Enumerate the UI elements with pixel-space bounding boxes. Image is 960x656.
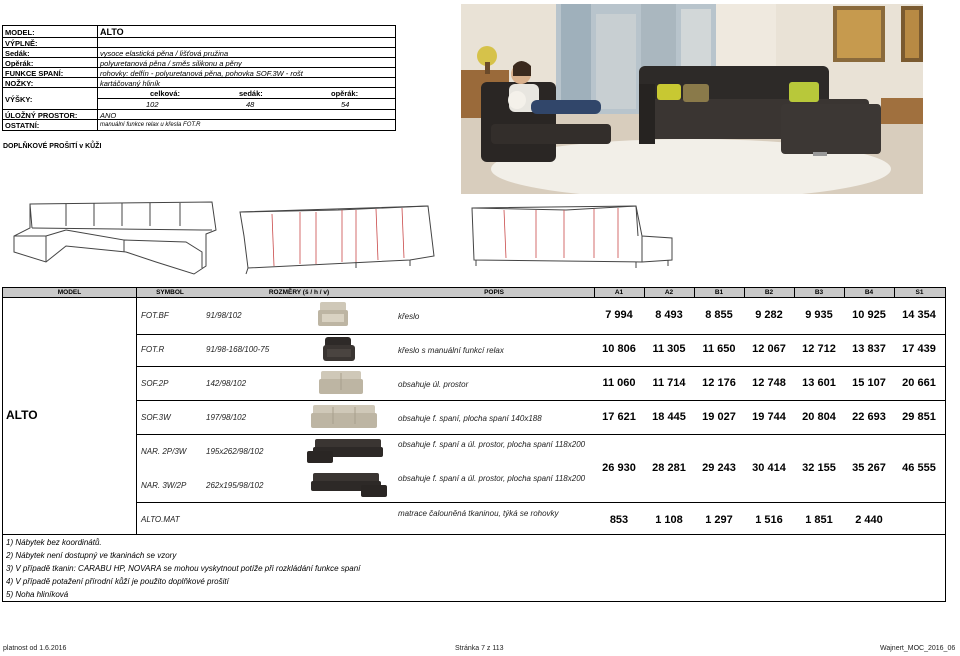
description-cell: obsahuje f. spaní a úl. prostor, plocha spaní 118x200 — [398, 440, 586, 449]
backrest-label: Opěrák: — [5, 59, 34, 68]
price-b4: 22 693 — [852, 411, 886, 423]
price-b2: 19 744 — [752, 411, 786, 423]
price-b4: 15 107 — [852, 377, 886, 389]
extra-stitching-note: DOPLŇKOVÉ PROŠITÍ v KŮŽI — [3, 143, 102, 150]
price-a2: 18 445 — [652, 411, 686, 423]
price-a2: 11 305 — [652, 343, 686, 355]
footer-document-id: Wajnert_MOC_2016_06 — [880, 645, 956, 652]
corner-sofa-left-thumbnail — [305, 437, 385, 465]
price-b2: 12 748 — [752, 377, 786, 389]
price-b3: 12 712 — [802, 343, 836, 355]
dimension-cell: 197/98/102 — [206, 413, 247, 422]
two-seat-sofa-thumbnail — [317, 368, 365, 398]
symbol-cell: FOT.BF — [141, 311, 169, 320]
description-cell: obsahuje úl. prostor — [398, 380, 469, 389]
model-label: MODEL: — [5, 28, 35, 37]
price-table — [2, 287, 946, 602]
spec-row-filling — [3, 38, 395, 48]
price-b2: 1 516 — [755, 514, 783, 526]
header-b4: B4 — [864, 289, 874, 296]
three-seat-sofa-thumbnail — [309, 402, 379, 432]
price-b2: 30 414 — [752, 462, 786, 474]
storage-value: ANO — [100, 111, 117, 120]
price-a2: 8 493 — [655, 309, 683, 321]
sofa-back-sketch — [238, 196, 438, 280]
legs-value: kartáčovaný hliník — [100, 79, 161, 88]
header-sep — [136, 288, 137, 298]
heights-divider — [97, 98, 395, 99]
spec-table — [2, 25, 396, 131]
header-sep — [694, 288, 695, 298]
height-back-header: opěrák: — [331, 89, 359, 98]
price-b3: 20 804 — [802, 411, 836, 423]
symbol-cell: NAR. 2P/3W — [141, 447, 187, 456]
header-dimensions: ROZMĚRY (š / h / v) — [268, 289, 330, 296]
symbol-cell: NAR. 3W/2P — [141, 481, 187, 490]
header-description: POPIS — [484, 289, 504, 296]
spec-row-legs — [3, 78, 395, 88]
header-b2: B2 — [764, 289, 774, 296]
row-divider — [136, 400, 945, 401]
price-a1: 10 806 — [602, 343, 636, 355]
spec-row-storage — [3, 110, 395, 120]
corner-sofa-sketch — [6, 196, 221, 280]
storage-label: ÚLOŽNÝ PROSTOR: — [5, 111, 78, 120]
header-s1: S1 — [915, 289, 924, 296]
price-b2: 12 067 — [752, 343, 786, 355]
header-symbol: SYMBOL — [156, 289, 184, 296]
footnote: 5) Noha hliníková — [6, 590, 69, 599]
height-seat-value: 48 — [246, 100, 255, 109]
backrest-value: polyuretanová pěna / směs silikonu a pěny — [100, 59, 242, 68]
header-sep — [894, 288, 895, 298]
spec-row-sleep — [3, 68, 395, 78]
price-b1: 19 027 — [702, 411, 736, 423]
header-a2: A2 — [664, 289, 674, 296]
dimension-cell: 195x262/98/102 — [206, 447, 264, 456]
price-a1: 7 994 — [605, 309, 633, 321]
price-b1: 12 176 — [702, 377, 736, 389]
other-label: OSTATNÍ: — [5, 121, 40, 130]
description-cell: obsahuje f. spaní, plocha spaní 140x188 — [398, 414, 542, 423]
table-bottom-divider — [3, 534, 945, 535]
price-b2: 9 282 — [755, 309, 783, 321]
price-b1: 1 297 — [705, 514, 733, 526]
sofa-rear-corner-sketch — [466, 196, 676, 280]
spec-row-other — [3, 120, 395, 130]
price-table-header — [3, 288, 945, 298]
height-back-value: 54 — [341, 100, 350, 109]
height-total-value: 102 — [146, 100, 159, 109]
price-a1: 26 930 — [602, 462, 636, 474]
model-name: ALTO — [6, 408, 38, 422]
row-divider — [136, 334, 945, 335]
legs-label: NOŽKY: — [5, 79, 34, 88]
dimension-cell: 91/98-168/100-75 — [206, 345, 270, 354]
height-seat-header: sedák: — [239, 89, 263, 98]
symbol-cell: FOT.R — [141, 345, 165, 354]
header-sep — [794, 288, 795, 298]
symbol-cell: SOF.3W — [141, 413, 171, 422]
product-photo — [461, 4, 923, 194]
price-s1: 46 555 — [902, 462, 936, 474]
description-cell: křeslo — [398, 312, 420, 321]
sleep-label: FUNKCE SPANÍ: — [5, 69, 64, 78]
row-divider — [136, 434, 945, 435]
price-a2: 1 108 — [655, 514, 683, 526]
armchair-thumbnail — [316, 300, 350, 330]
footnote: 3) V případě tkanin: CARABU HP, NOVARA se mohou vyskytnout potíže při rozkládání funkce spaní — [6, 564, 361, 573]
recliner-thumbnail — [321, 335, 357, 365]
symbol-cell: ALTO.MAT — [141, 515, 180, 524]
height-total-header: celková: — [150, 89, 181, 98]
footnote: 4) V případě potažení přírodní kůží je použito doplňkové prošití — [6, 577, 229, 586]
model-value: ALTO — [100, 27, 124, 37]
price-b1: 11 650 — [702, 343, 736, 355]
dimension-cell: 262x195/98/102 — [206, 481, 264, 490]
footnote: 2) Nábytek není dostupný ve tkaninách se vzory — [6, 551, 177, 560]
description-cell: křeslo s manuální funkcí relax — [398, 346, 504, 355]
price-a2: 11 714 — [652, 377, 686, 389]
spec-row-backrest — [3, 58, 395, 68]
header-model: MODEL — [57, 289, 82, 296]
corner-sofa-right-thumbnail — [309, 471, 389, 499]
description-cell: obsahuje f. spaní a úl. prostor, plocha spaní 118x200 — [398, 474, 586, 483]
price-s1: 14 354 — [902, 309, 936, 321]
price-s1: 17 439 — [902, 343, 936, 355]
price-b3: 32 155 — [802, 462, 836, 474]
price-a1: 853 — [609, 514, 629, 526]
price-b4: 13 837 — [852, 343, 886, 355]
header-a1: A1 — [614, 289, 624, 296]
seat-value: vysoce elastická pěna / lišťová pružina — [100, 49, 229, 58]
footnote: 1) Nábytek bez koordinátů. — [6, 538, 102, 547]
header-sep — [744, 288, 745, 298]
dimension-cell: 91/98/102 — [206, 311, 242, 320]
header-sep — [844, 288, 845, 298]
price-b3: 13 601 — [802, 377, 836, 389]
header-b3: B3 — [814, 289, 824, 296]
filling-label: VÝPLNĚ: — [5, 39, 38, 48]
heights-label: VÝŠKY: — [5, 95, 33, 104]
price-a1: 17 621 — [602, 411, 636, 423]
spec-row-heights — [3, 88, 395, 110]
header-sep — [594, 288, 595, 298]
price-s1: 20 661 — [902, 377, 936, 389]
spec-row-model — [3, 26, 395, 38]
living-room-photo — [461, 4, 923, 194]
header-b1: B1 — [714, 289, 724, 296]
row-divider — [136, 502, 945, 503]
price-b4: 2 440 — [855, 514, 883, 526]
footer-validity: platnost od 1.6.2016 — [3, 645, 67, 652]
symbol-cell: SOF.2P — [141, 379, 169, 388]
price-b1: 29 243 — [702, 462, 736, 474]
spec-row-seat — [3, 48, 395, 58]
price-b1: 8 855 — [705, 309, 733, 321]
price-a2: 28 281 — [652, 462, 686, 474]
seat-label: Sedák: — [5, 49, 30, 58]
description-cell: matrace čalouněná tkaninou, týká se rohovky — [398, 509, 559, 518]
price-b4: 10 925 — [852, 309, 886, 321]
sleep-value: rohovky: delfín - polyuretanová pěna, pohovka SOF.3W - rošt — [100, 69, 303, 78]
row-divider — [136, 366, 945, 367]
other-value: manuální funkce relax u křesla FOT.R — [100, 122, 201, 128]
price-b3: 1 851 — [805, 514, 833, 526]
footer-page-number: Stránka 7 z 113 — [455, 645, 504, 652]
header-sep — [644, 288, 645, 298]
price-s1: 29 851 — [902, 411, 936, 423]
price-b3: 9 935 — [805, 309, 833, 321]
dimension-cell: 142/98/102 — [206, 379, 247, 388]
price-b4: 35 267 — [852, 462, 886, 474]
price-a1: 11 060 — [602, 377, 636, 389]
